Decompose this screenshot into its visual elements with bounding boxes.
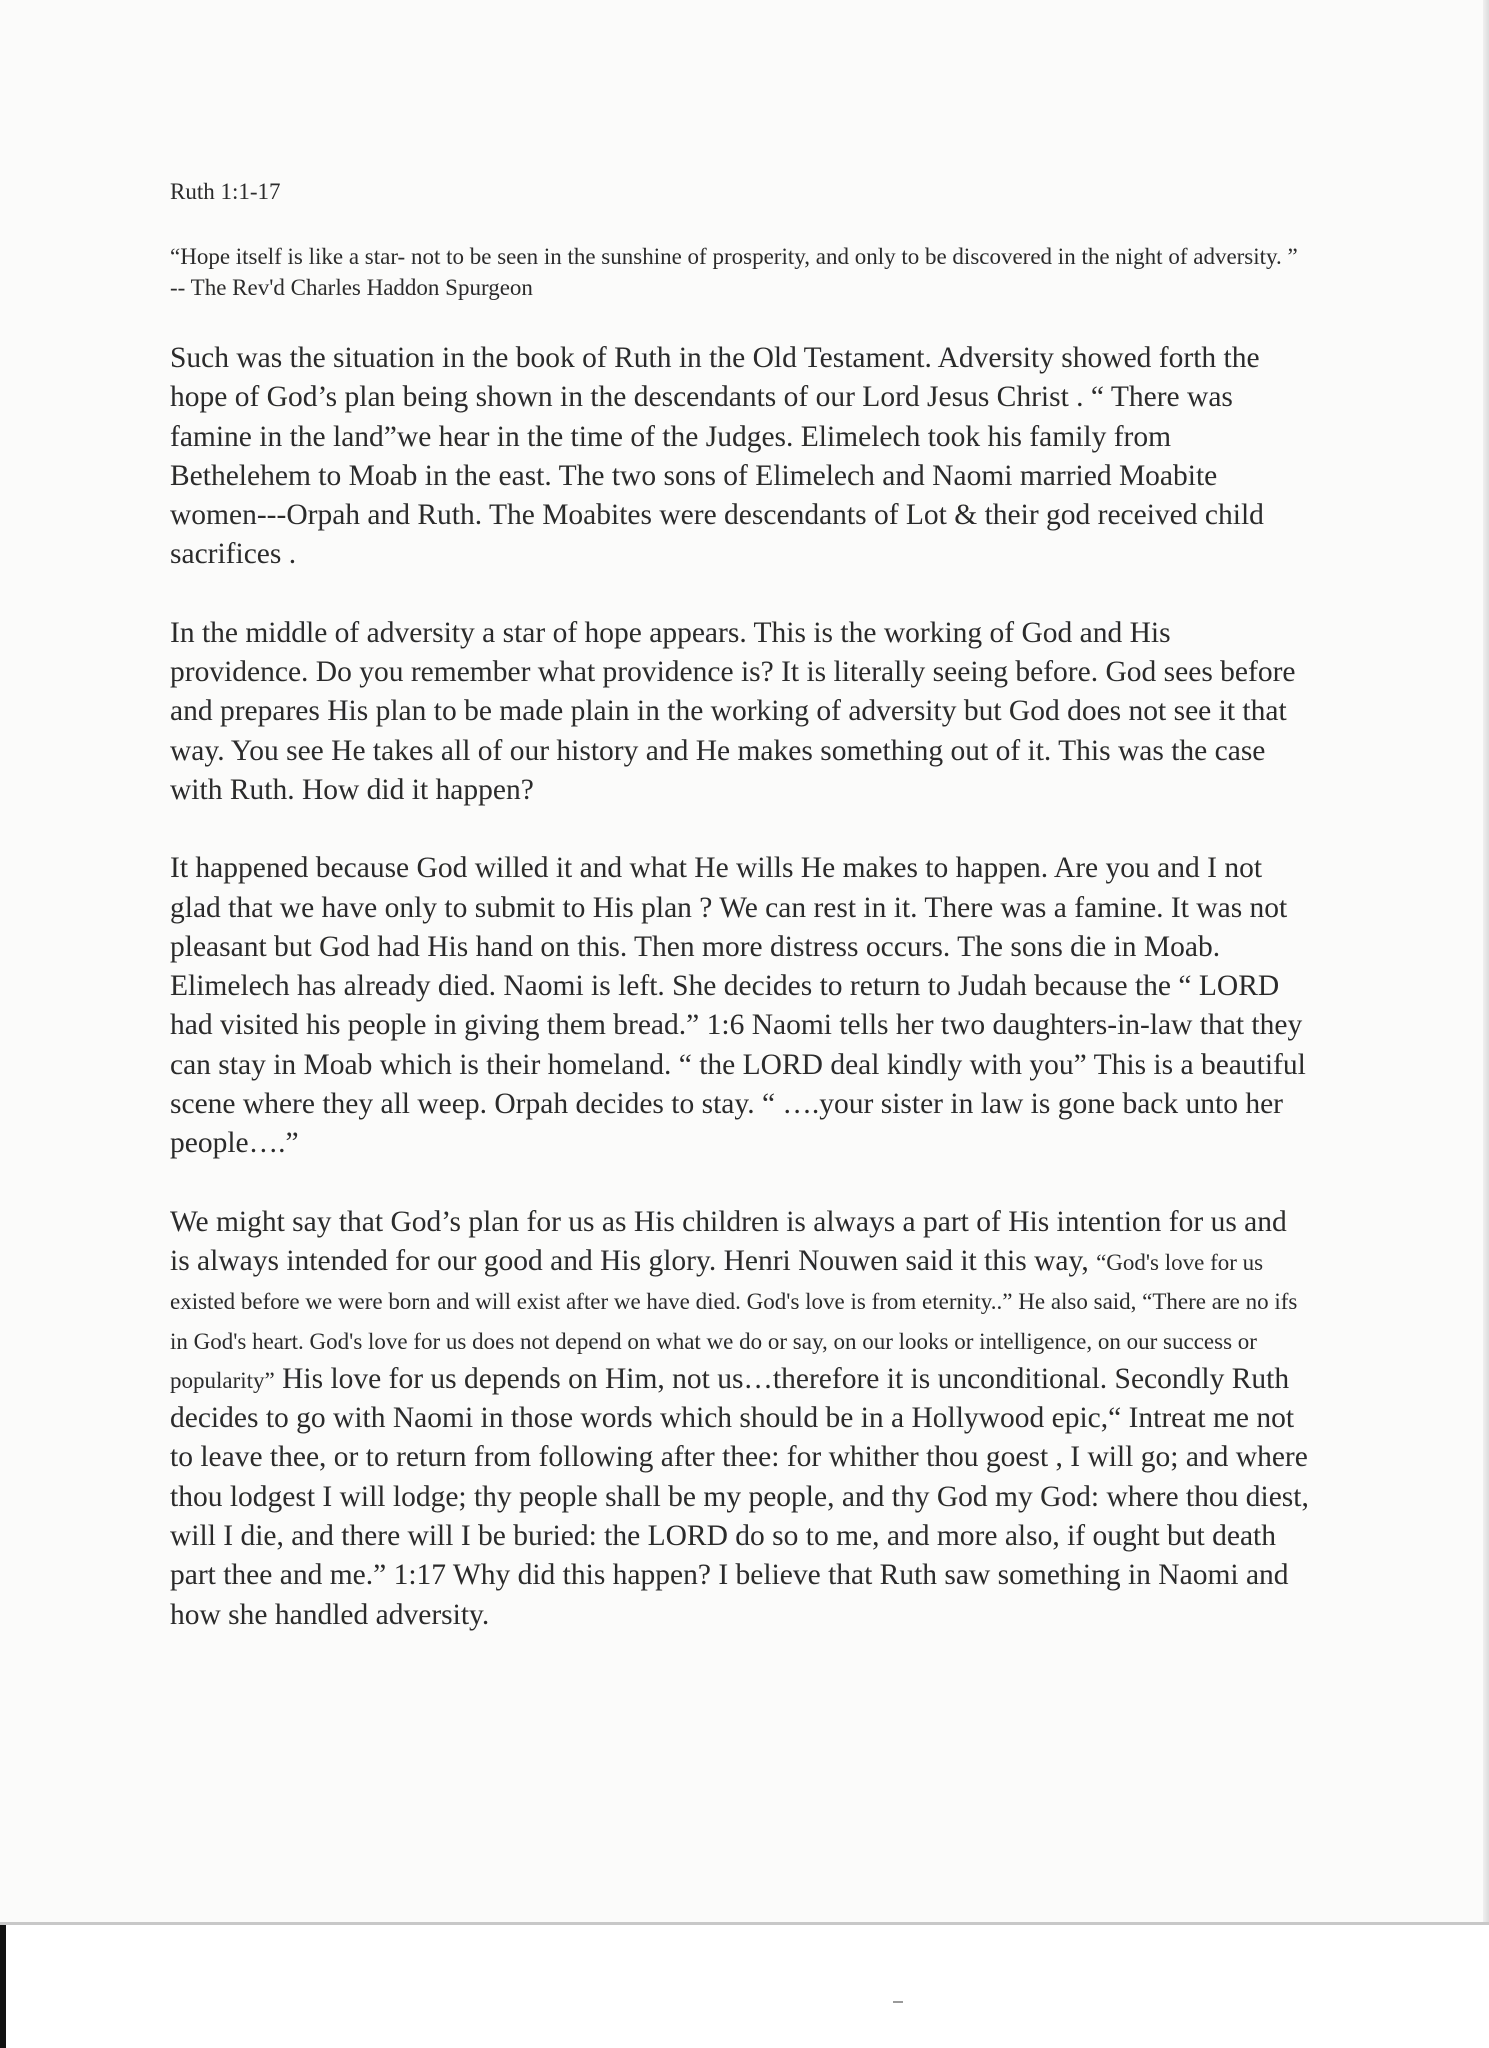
- document-body: [170, 176, 1310, 1674]
- scanner-bed: [6, 1925, 1489, 2048]
- epigraph-quote: “Hope itself is like a star- not to be seen in the sunshine of prosperity, and only to be discovered in the night of adversity. ” -- The Rev'd Charles Haddon Spurgeon: [170, 244, 1298, 300]
- paragraph-4-intro: We might say that God’s plan for us as His children is always a part of His intention for us and is always intended for our good and His glory. Henri Nouwen said it this way,: [170, 1205, 1287, 1277]
- paragraph-1: Such was the situation in the book of Ruth in the Old Testament. Adversity showed forth the hope of God’s plan being shown in the descendants of our Lord Jesus Christ . “ There was famine in the land”we hear in the time of the Judges. Elimelech took his family from Bethelehem to Moab in the east. The two sons of Elimelech and Naomi married Moabite women---Orpah and Ruth. The Moabites were descendants of Lot & their god received child sacrifices .: [170, 342, 1264, 571]
- scan-speck: [893, 2001, 903, 2003]
- nouwen-quote: “God's love for us existed before we were born and will exist after we have died. God's love is from eternity..” He also said, “There are no ifs in God's heart. God's love for us does not depend on what we do or say, on our looks or intelligence, on our success or popularity”: [170, 1249, 1298, 1393]
- paragraph-4: [170, 1203, 1310, 1635]
- paragraph-4-conclusion: His love for us depends on Him, not us…therefore it is unconditional. Secondly Ruth decides to go with Naomi in those words which should be in a Hollywood epic,“ Intreat me not to leave thee, or to return from following after thee: for whither thou goest , I will go; and where thou lodgest I will lodge; thy people shall be my people, and thy God my God: where thou diest, will I die, and there will I be buried: the LORD do so to me, and more also, if ought but death part thee and me.” 1:17 Why did this happen? I believe that Ruth saw something in Naomi and how she handled adversity.: [170, 1362, 1309, 1631]
- paragraph-2: In the middle of adversity a star of hope appears. This is the working of God and His providence. Do you remember what providence is? It is literally seeing before. God sees before and prepares His plan to be made plain in the working of adversity but God does not see it that way. You see He takes all of our history and He makes something out of it. This was the case with Ruth. How did it happen?: [170, 616, 1296, 806]
- scanner-shadow: [0, 1925, 6, 2048]
- paragraph-3: It happened because God willed it and what He wills He makes to happen. Are you and I not glad that we have only to submit to His plan ? We can rest in it. There was a famine. It was not pleasant but God had His hand on this. Then more distress occurs. The sons die in Moab. Elimelech has already died. Naomi is left. She decides to return to Judah because the “ LORD had visited his people in giving them bread.” 1:6 Naomi tells her two daughters-in-law that they can stay in Moab which is their homeland. “ the LORD deal kindly with you” This is a beautiful scene where they all weep. Orpah decides to stay. “ ….your sister in law is gone back unto her people….”: [170, 852, 1306, 1160]
- scan-edge: [1483, 0, 1489, 1922]
- page-heading: Ruth 1:1-17: [170, 179, 281, 204]
